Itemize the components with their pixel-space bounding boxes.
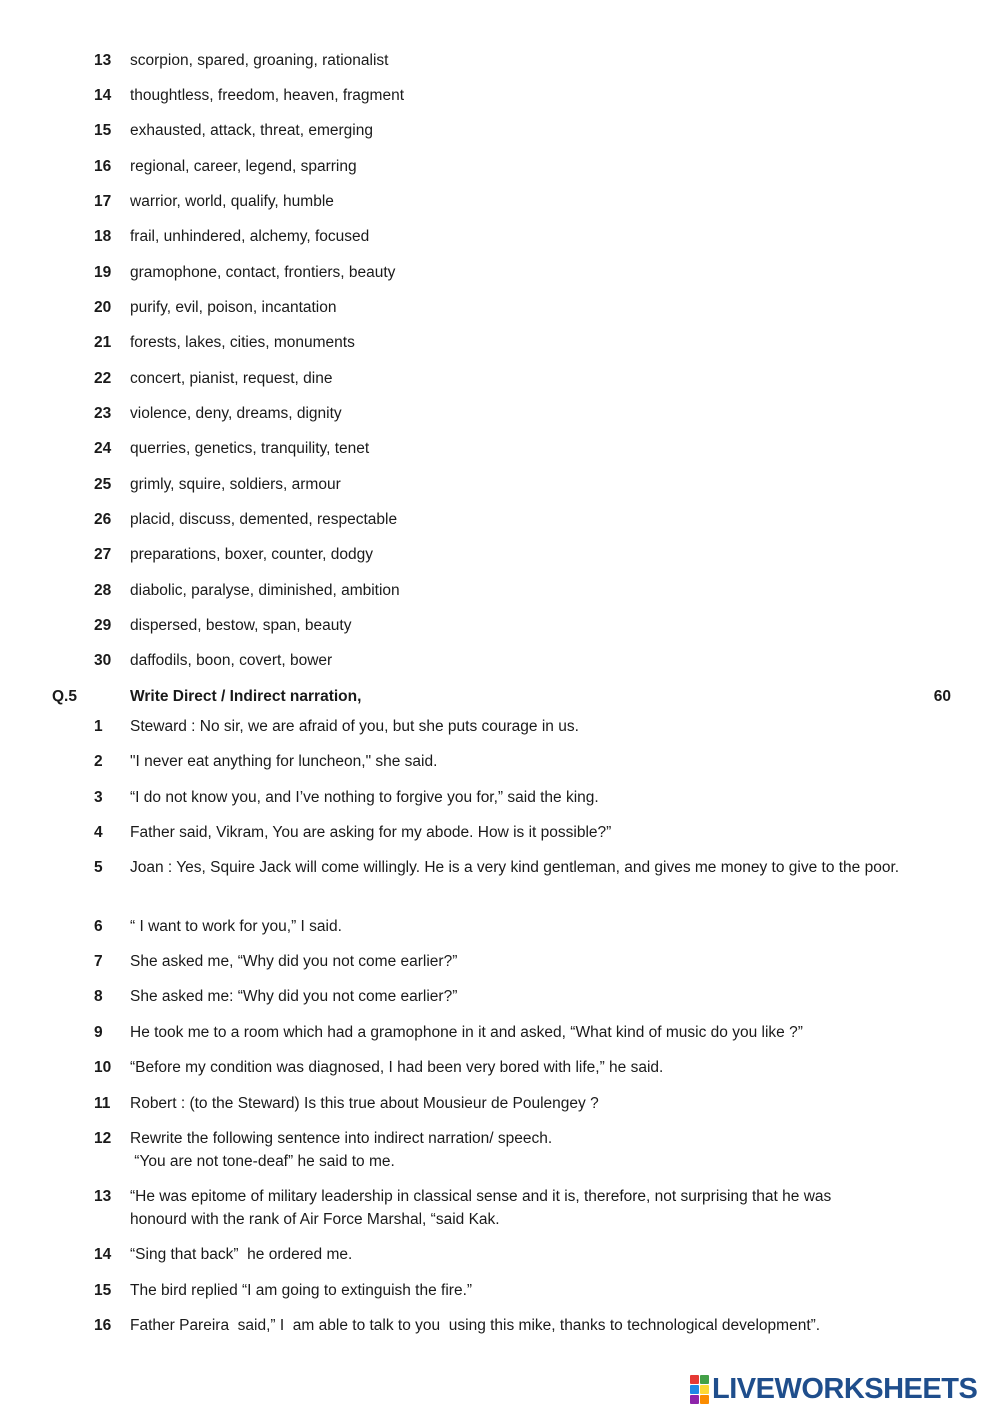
item-line: “You are not tone-deaf” he said to me.	[130, 1153, 395, 1170]
item-number: 29	[94, 617, 112, 634]
item-text: thoughtless, freedom, heaven, fragment	[130, 87, 404, 104]
item-number: 27	[94, 546, 112, 563]
item-text: Father Pareira said,” I am able to talk to you using this mike, thanks to technological development”.	[130, 1317, 821, 1334]
item-text: He took me to a room which had a gramophone in it and asked, “What kind of music do you like ?”	[130, 1024, 803, 1041]
item-number: 2	[94, 753, 103, 770]
item-text: diabolic, paralyse, diminished, ambition	[130, 582, 400, 599]
item-number: 18	[94, 228, 112, 245]
item-text: gramophone, contact, frontiers, beauty	[130, 264, 396, 281]
item-text: placid, discuss, demented, respectable	[130, 511, 398, 528]
item-text: Joan : Yes, Squire Jack will come willingly. He is a very kind gentleman, and gives me money to give to the poor.	[130, 859, 900, 876]
item-line: Rewrite the following sentence into indirect narration/ speech.	[130, 1130, 553, 1147]
item-text: “Before my condition was diagnosed, I had been very bored with life,” he said.	[130, 1059, 664, 1076]
item-text: "I never eat anything for luncheon," she said.	[130, 753, 438, 770]
item-number: 20	[94, 299, 112, 316]
item-text: regional, career, legend, sparring	[130, 158, 357, 175]
item-text: Robert : (to the Steward) Is this true about Mousieur de Poulengey ?	[130, 1095, 599, 1112]
item-number: 5	[94, 859, 103, 876]
item-number: 28	[94, 582, 112, 599]
item-number: 12	[94, 1130, 112, 1147]
item-text: Steward : No sir, we are afraid of you, but she puts courage in us.	[130, 718, 579, 735]
item-text: The bird replied “I am going to extinguish the fire.”	[130, 1282, 473, 1299]
question-title: Write Direct / Indirect narration,	[130, 688, 362, 705]
item-number: 15	[94, 122, 112, 139]
item-text: grimly, squire, soldiers, armour	[130, 476, 341, 493]
question-marks: 60	[933, 688, 951, 705]
item-text: She asked me: “Why did you not come earlier?”	[130, 988, 458, 1005]
item-number: 1	[94, 718, 103, 735]
logo-block	[700, 1395, 709, 1404]
item-number: 14	[94, 1246, 112, 1263]
item-number: 13	[94, 1188, 112, 1205]
item-number: 23	[94, 405, 112, 422]
item-text: frail, unhindered, alchemy, focused	[130, 228, 370, 245]
item-text: Father said, Vikram, You are asking for my abode. How is it possible?”	[130, 824, 612, 841]
item-text: “Sing that back” he ordered me.	[130, 1246, 353, 1263]
item-number: 3	[94, 789, 103, 806]
item-text: querries, genetics, tranquility, tenet	[130, 440, 370, 457]
item-number: 22	[94, 370, 112, 387]
item-number: 16	[94, 1317, 112, 1334]
item-number: 13	[94, 52, 112, 69]
question-label: Q.5	[52, 688, 77, 705]
logo-block	[690, 1395, 699, 1404]
item-line: “He was epitome of military leadership in classical sense and it is, therefore, not surprising that he was	[130, 1188, 832, 1205]
item-number: 14	[94, 87, 112, 104]
logo-block	[690, 1385, 699, 1394]
item-text: “ I want to work for you,” I said.	[130, 918, 342, 935]
item-number: 7	[94, 953, 103, 970]
item-text	[130, 1127, 915, 1173]
item-number: 8	[94, 988, 103, 1005]
item-number: 19	[94, 264, 112, 281]
item-text: She asked me, “Why did you not come earlier?”	[130, 953, 458, 970]
item-text: warrior, world, qualify, humble	[130, 193, 334, 210]
item-text: forests, lakes, cities, monuments	[130, 334, 355, 351]
item-number: 6	[94, 918, 103, 935]
item-number: 17	[94, 193, 112, 210]
logo-blocks-icon	[690, 1375, 709, 1404]
item-text: purify, evil, poison, incantation	[130, 299, 337, 316]
item-text: scorpion, spared, groaning, rationalist	[130, 52, 389, 69]
liveworksheets-logo[interactable]	[690, 1374, 977, 1404]
logo-block	[700, 1375, 709, 1384]
item-number: 11	[94, 1095, 111, 1112]
item-number: 24	[94, 440, 112, 457]
item-text: daffodils, boon, covert, bower	[130, 652, 333, 669]
item-number: 10	[94, 1059, 112, 1076]
item-number: 16	[94, 158, 112, 175]
item-text: “I do not know you, and I’ve nothing to forgive you for,” said the king.	[130, 789, 599, 806]
item-text: dispersed, bestow, span, beauty	[130, 617, 352, 634]
logo-block	[700, 1385, 709, 1394]
item-text: concert, pianist, request, dine	[130, 370, 333, 387]
item-number: 9	[94, 1024, 103, 1041]
item-number: 25	[94, 476, 112, 493]
item-number: 30	[94, 652, 112, 669]
item-text	[130, 1185, 915, 1231]
item-number: 15	[94, 1282, 112, 1299]
item-number: 4	[94, 824, 103, 841]
item-text: exhausted, attack, threat, emerging	[130, 122, 373, 139]
logo-text: LIVEWORKSHEETS	[712, 1372, 978, 1405]
item-text: preparations, boxer, counter, dodgy	[130, 546, 373, 563]
item-text: violence, deny, dreams, dignity	[130, 405, 342, 422]
logo-block	[690, 1375, 699, 1384]
item-line: honourd with the rank of Air Force Marshal, “said Kak.	[130, 1211, 500, 1228]
item-number: 21	[94, 334, 112, 351]
item-number: 26	[94, 511, 112, 528]
